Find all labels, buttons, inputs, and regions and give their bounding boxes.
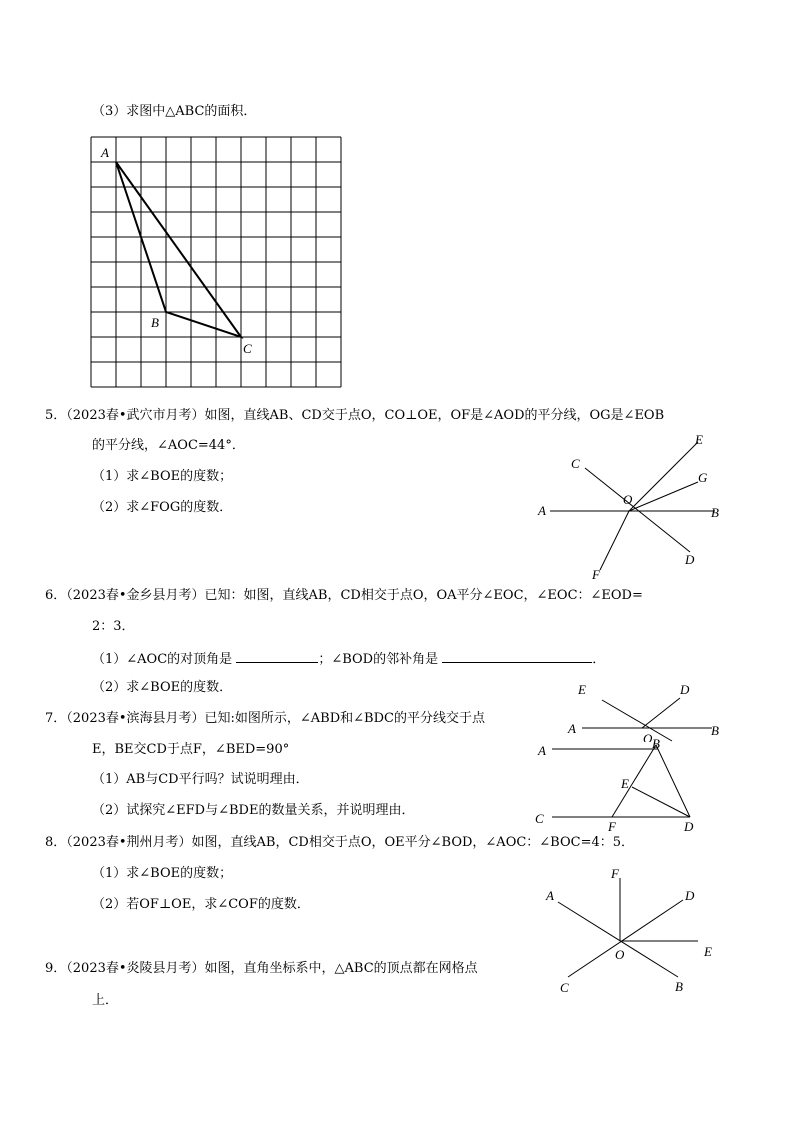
q6-line2: 2：3． (92, 619, 135, 634)
q5-line2: 的平分线，∠AOC=44°． (92, 438, 245, 453)
q8-figure (538, 862, 723, 997)
q6-label-d: D (680, 682, 690, 697)
grid-lines (91, 137, 341, 387)
q6-answer-blank-1[interactable] (236, 650, 318, 663)
q7-line2: E，BE交CD于点F，∠BED=90° (92, 742, 290, 757)
q5-line1: 5．（2023春•武穴市月考）如图，直线AB、CD交于点O，CO⊥OE，OF是∠AOD的平分线，OG是∠EOB (45, 408, 665, 423)
q8-label-d: D (685, 888, 695, 903)
grid-figure (88, 135, 348, 391)
q5-label-a: A (538, 503, 546, 518)
q5-sub2: （2）求∠FOG的度数． (92, 500, 233, 515)
q6-sub1-end: ． (592, 652, 606, 667)
q6-label-o: O (643, 731, 653, 742)
q7-sub1: （1）AB与CD平行吗？试说明理由． (92, 772, 309, 787)
q8-label-a: A (546, 888, 554, 903)
q7-label-e: E (621, 776, 629, 791)
q5-figure (530, 430, 730, 585)
q7-line1: 7．（2023春•滨海县月考）已知:如图所示，∠ABD和∠BDC的平分线交于点 (45, 711, 485, 726)
grid-label-a: A (101, 145, 109, 160)
q6-sub1-a: （1）∠AOC的对顶角是 (92, 652, 233, 667)
q5-label-d: D (685, 552, 695, 567)
q7-figure (532, 735, 702, 835)
q8-label-o: O (615, 947, 625, 962)
grid-label-b: B (151, 315, 159, 330)
q6-line1: 6．（2023春•金乡县月考）已知：如图，直线AB，CD相交于点O，OA平分∠EOC，∠EOC：∠EOD= (45, 588, 643, 603)
q6-label-b: B (711, 723, 719, 738)
q7-label-b: B (652, 736, 660, 751)
q5-sub1: （1）求∠BOE的度数； (92, 469, 233, 484)
q6-label-e: E (578, 682, 586, 697)
q4-part3: （3）求图中△ABC的面积． (92, 104, 257, 119)
q9-line2: 上． (92, 993, 119, 1008)
q5-label-c: C (571, 456, 580, 471)
q5-label-b: B (711, 505, 719, 520)
q6-sub2: （2）求∠BOE的度数． (92, 680, 233, 695)
q8-label-b: B (675, 979, 683, 994)
q7-label-c: C (535, 811, 544, 826)
q9-line1: 9．（2023春•炎陵县月考）如图，直角坐标系中，△ABC的顶点都在网格点 (45, 961, 478, 976)
q5-label-o: O (623, 492, 633, 507)
q7-label-a: A (538, 743, 546, 758)
q8-sub2: （2）若OF⊥OE，求∠COF的度数． (92, 897, 310, 912)
q8-label-c: C (560, 980, 569, 995)
q6-sub1-b: ；∠BOD的邻补角是 (318, 652, 439, 667)
q8-label-e: E (704, 944, 712, 959)
q7-label-f: F (608, 819, 616, 834)
q7-label-d: D (684, 819, 694, 834)
q6-answer-blank-2[interactable] (442, 650, 592, 663)
q7-sub2: （2）试探究∠EFD与∠BDE的数量关系，并说明理由． (92, 803, 415, 818)
q8-label-f: F (611, 866, 619, 881)
q6-label-a: A (568, 721, 576, 736)
q6-figure (562, 678, 732, 742)
q8-sub1: （1）求∠BOE的度数； (92, 866, 233, 881)
q5-label-f: F (592, 567, 600, 582)
triangle-abc (116, 162, 241, 337)
q8-line1: 8．（2023春•荆州月考）如图，直线AB，CD相交于点O，OE平分∠BOD，∠AOC：∠BOC=4：5． (45, 835, 635, 850)
grid-label-c: C (243, 341, 252, 356)
q5-label-g: G (698, 470, 708, 485)
q5-label-e: E (695, 432, 703, 447)
q6-sub1 (92, 650, 605, 668)
